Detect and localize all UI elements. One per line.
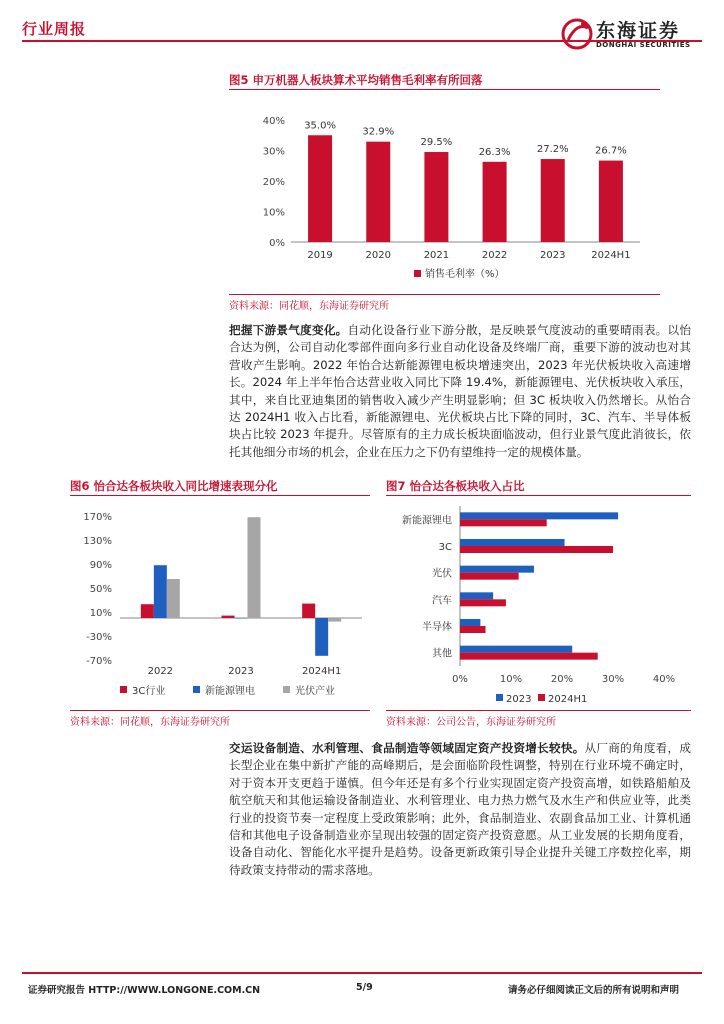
x-tick-label: 2023 (540, 250, 566, 261)
bar-其他-2024H1 (460, 653, 598, 660)
x-tick-label: 2020 (365, 250, 391, 261)
bar-2023-光伏产业 (248, 517, 261, 618)
bar-光伏-2023 (460, 566, 534, 573)
y-tick-label: 50% (89, 584, 112, 595)
figure5-source-rule (229, 294, 660, 295)
figure6-chart (70, 500, 370, 708)
figure6-title-rule (70, 495, 370, 496)
figure7-chart (386, 500, 691, 708)
bar-汽车-2023 (460, 592, 493, 599)
bar-3C-2023 (460, 539, 565, 546)
y-tick-label: 新能源锂电 (402, 515, 452, 527)
bar-新能源锂电-2023 (460, 512, 618, 519)
legend-swatch (193, 686, 200, 693)
bar-2024H1-3C行业 (302, 604, 315, 618)
y-tick-label: 0% (269, 238, 285, 249)
y-tick-label: 3C (438, 542, 452, 553)
bar-半导体-2024H1 (460, 626, 486, 633)
footer-disclaimer: 请务必仔细阅读正文后的所有说明和声明 (508, 985, 680, 996)
figure5-source: 资料来源：同花顺，东海证券研究所 (229, 301, 389, 312)
data-label: 32.9% (362, 126, 395, 138)
data-label: 29.5% (420, 137, 453, 149)
paragraph-investment-body: 从厂商的角度看，成长型企业在集中新扩产能的高峰期后，是会面临阶段性调整，特别在行业环境不确定时，对于资本开支更趋于谨慎。但今年还是有多个行业实现固定资产投资高增，如铁路船舶及航空航天和其他运输设备制造业、水利管理业、电力热力燃气及水生产和供应业等，此类行业的投资节奏一定程度上受政策影响；此外，食品制造业、农副食品加工业、计算机通信和其他电子设备制造业亦呈现出较强的固定资产投资意愿。从工业发展的长期角度看，设备自动化、智能化水平提升是趋势。设备更新政策引导企业提升关键工序数控化率，期待政策支持带动的需求落地。 (229, 741, 691, 877)
bar-2023 (541, 159, 565, 242)
y-tick-label: -30% (86, 632, 112, 643)
legend-swatch (414, 270, 421, 277)
x-tick-label: 2022 (481, 250, 508, 261)
bar-2023-新能源锂电 (235, 618, 248, 619)
footer-website: 证券研究报告 HTTP://WWW.LONGONE.COM.CN (28, 985, 261, 996)
y-tick-label: 90% (89, 560, 112, 571)
y-tick-label: 光伏 (432, 568, 452, 580)
company-logo (560, 14, 710, 54)
x-tick-label: 0% (452, 674, 468, 685)
x-tick-label: 20% (550, 674, 574, 685)
x-tick-label: 2021 (423, 250, 450, 261)
logo-name-cn: 东海证券 (596, 20, 681, 42)
bar-其他-2023 (460, 646, 572, 653)
y-tick-label: 汽车 (432, 595, 452, 607)
legend-swatch (120, 686, 127, 693)
figure6-source-rule (70, 710, 370, 711)
x-tick-label: 2022 (147, 666, 174, 677)
x-tick-label: 30% (601, 674, 625, 685)
x-tick-label: 2023 (228, 666, 254, 677)
y-tick-label: 10% (89, 608, 112, 619)
legend-label: 新能源锂电 (205, 686, 255, 697)
legend-label: 2023 (506, 694, 532, 705)
legend-swatch (496, 694, 503, 701)
logo-emblem-icon (560, 14, 594, 54)
y-tick-label: 半导体 (422, 622, 452, 633)
y-tick-label: 10% (262, 207, 285, 219)
figure5-title-rule (229, 89, 660, 90)
bar-2021 (424, 152, 448, 242)
figure5-title: 图5 申万机器人板块算术平均销售毛利率有所回落 (229, 73, 483, 87)
bar-2020 (366, 142, 390, 242)
figure7-title-rule (386, 495, 691, 496)
figure5-chart (229, 92, 660, 292)
legend-label: 销售毛利率（%） (425, 269, 505, 280)
bar-3C-2024H1 (460, 546, 613, 553)
bar-2024H1-光伏产业 (328, 618, 341, 622)
x-tick-label: 40% (652, 674, 676, 685)
legend-label: 2024H1 (548, 694, 588, 705)
x-tick-label: 2024H1 (591, 250, 631, 261)
legend-swatch (283, 686, 290, 693)
bar-汽车-2024H1 (460, 599, 506, 606)
legend-label: 3C行业 (132, 686, 166, 697)
data-label: 27.2% (536, 144, 569, 156)
y-tick-label: 40% (262, 116, 285, 127)
y-tick-label: -70% (86, 656, 112, 667)
figure7-source-rule (386, 710, 691, 711)
y-tick-label: 20% (262, 177, 285, 188)
data-label: 26.7% (595, 145, 627, 157)
legend-swatch (538, 694, 545, 701)
legend-label: 光伏产业 (295, 686, 335, 697)
figure7-title: 图7 怡合达各板块收入占比 (386, 479, 525, 493)
figure7-source: 资料来源：公司公告，东海证券研究所 (386, 717, 556, 728)
x-tick-label: 2019 (307, 250, 333, 261)
figure6-source: 资料来源：同花顺，东海证券研究所 (70, 717, 230, 728)
bar-新能源锂电-2024H1 (460, 519, 547, 526)
bar-2023-3C行业 (222, 616, 235, 618)
logo-name-en: DONGHAI SECURITIES (596, 41, 691, 49)
bar-半导体-2023 (460, 619, 480, 626)
paragraph-investment (229, 740, 691, 879)
bar-2019 (308, 135, 332, 242)
paragraph-downstream (229, 322, 691, 461)
footer-rule (22, 972, 702, 974)
bar-光伏-2024H1 (460, 573, 519, 580)
bar-2024H1 (599, 161, 623, 242)
y-tick-label: 170% (83, 512, 112, 523)
section-title: 行业周报 (22, 20, 87, 38)
x-tick-label: 2024H1 (301, 666, 342, 677)
bar-2022-新能源锂电 (154, 565, 167, 618)
y-tick-label: 30% (262, 146, 285, 158)
y-tick-label: 130% (83, 536, 112, 547)
data-label: 26.3% (478, 146, 511, 158)
footer-page-number: 5/9 (356, 982, 373, 993)
bar-2022-3C行业 (141, 604, 154, 618)
y-tick-label: 其他 (432, 648, 452, 660)
paragraph-downstream-lead: 把握下游景气度变化。 (229, 323, 348, 337)
x-tick-label: 10% (499, 674, 523, 685)
paragraph-downstream-body: 自动化设备行业下游分散，是反映景气度波动的重要晴雨表。以怡合达为例，公司自动化零部件面向多行业自动化设备及终端厂商，重要下游的波动也对其营收产生影响。2022 年怡合达新能源锂电板块增速突出，2023 年光伏板块收入高速增长。2024 年上半年怡合达营业收入同比下降 19.4%，新能源锂电、光伏板块收入承压，其中，来自比亚迪集团的销售收入减少产生明显影响；但 3C 板块收入仍然增长。从怡合达 2024H1 收入占比看，新能源锂电、光伏板块占比下降的同时，3C、汽车、半导体板块占比较 2023 年提升。尽管原有的主力成长板块面临波动，但行业景气度此消彼长，依托其他细分市场的机会，企业在压力之下仍有望维持一定的规模体量。 (229, 323, 691, 459)
paragraph-investment-lead: 交运设备制造、水利管理、食品制造等领域固定资产投资增长较快。 (229, 741, 585, 755)
bar-2022-光伏产业 (167, 579, 180, 618)
figure6-title: 图6 怡合达各板块收入同比增速表现分化 (70, 479, 278, 493)
bar-2024H1-新能源锂电 (315, 618, 328, 656)
bar-2022 (483, 162, 507, 242)
data-label: 35.0% (304, 120, 336, 132)
